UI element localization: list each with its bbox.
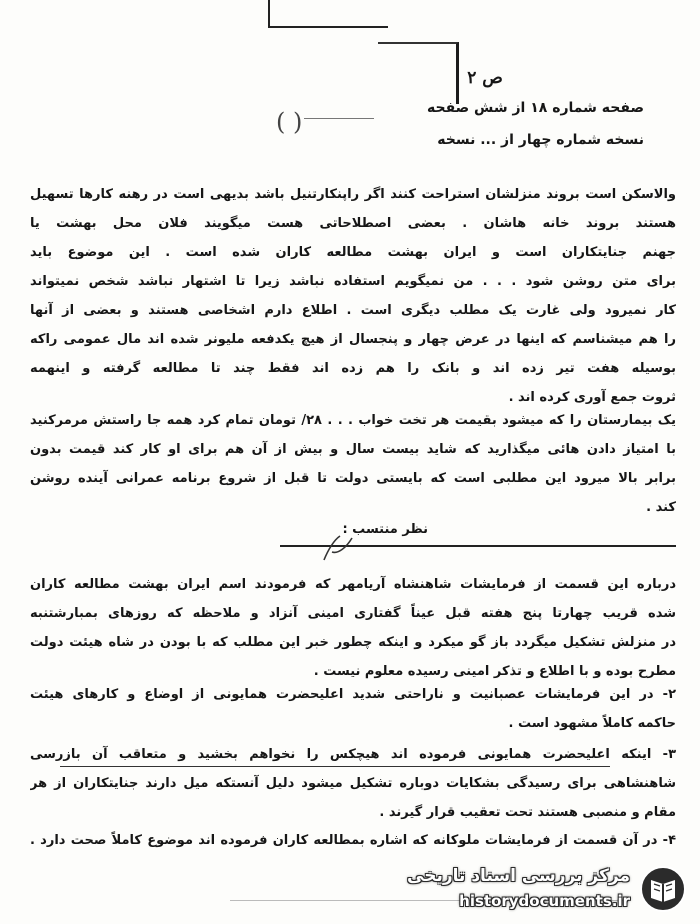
seal-box-mark: [378, 42, 459, 104]
text-line: ۳- اینکه اعلیحضرت همایونی فرموده اند هیچکس را نخواهم بخشید و متعاقب آن بازرسی: [30, 747, 676, 762]
text-line: بوسیله هفت تیر زده اند و بانک را هم زده اند فقط چند تا مطالعه گرفته و اینهمه: [30, 361, 676, 376]
text-line: را هم میشناسم که اینها در عرض چهار و پنجسال از هیچ یکدفعه ملیونر شده اند مال عمومی راکه: [30, 332, 676, 347]
paragraph-4: [30, 680, 676, 738]
handwritten-mark: [318, 530, 358, 566]
text-line: مطرح بوده و با اطلاع و تذکر امینی رسیده معلوم نیست .: [313, 664, 676, 679]
text-line: کند .: [646, 500, 676, 515]
text-line: شاهنشاهی برای رسیدگی بشکایات دوباره تشکیل میشود دلیل آنستکه میل دارند جنایتکاران از هر: [30, 776, 676, 791]
stamp-dash-line: [304, 118, 374, 119]
paragraph-1: [30, 180, 676, 412]
text-line: جهنم جنایتکاران است و ایران بهشت مطالعه کاران شده است . این موضوع باید: [30, 245, 676, 260]
text-line: درباره این قسمت از فرمایشات شاهنشاه آریامهر که فرمودند اسم ایران بهشت مطالعه کاران: [30, 577, 676, 592]
corner-mark-vertical: [268, 0, 270, 28]
text-line: کار نمیرود ولی غارت یک مطلب دیگری است . اطلاع دارم اشخاصی هستند و بعضی از آنها: [30, 303, 676, 318]
text-line: با امتیاز دادن هائی میگذارید که شاید بیست سال و بیش از آن هم برای او کار کند قیمت بدون: [30, 442, 676, 457]
paragraph-2: [30, 406, 676, 522]
text-line: ۴- در آن قسمت از فرمایشات ملوکانه که اشاره بمطالعه کاران فرموده اند موضوع کاملاً صحت دارد .: [30, 833, 676, 848]
text-line: هستند بروند خانه هاشان . بعضی اصطلاحاتی هست میگویند فلان محل بهشت یا: [30, 216, 676, 231]
paragraph-5: [30, 740, 676, 827]
text-line: شده قریب چهارتا پنج هفته قبل عیناً گفتاری امینی آنزاد و ملاحظه که روزهای بمبارشتنبه: [30, 606, 676, 621]
paragraph-6: [30, 826, 676, 855]
stamp-parenthesis: ( ): [276, 108, 303, 136]
text-line: ثروت جمع آوری کرده اند .: [508, 390, 676, 405]
section-heading: نظر منتسب :: [342, 522, 428, 537]
text-line: برابر بالا میرود این مطلبی است که بایستی دولت تا قبل از شروع برنامه عمرانی آینده روشن: [30, 471, 676, 486]
watermark-title: مرکز بررسی اسناد تاریخی: [407, 866, 630, 886]
text-line: در منزلش تشکیل میگردد باز گو میکرد و اینکه چطور خبر این مطلب که با بودن در شاه هیئت دولت: [30, 635, 676, 650]
copy-number-line: نسخه شماره چهار از ... نسخه: [437, 132, 644, 148]
handwritten-underline: [60, 766, 610, 767]
text-line: یک بیمارستان را که میشود بقیمت هر تخت خواب . . . ۲۸/ تومان تمام کرد همه جا راستش مرمرکنید: [30, 413, 676, 428]
page-number-line: صفحه شماره ۱۸ از شش صفحه: [427, 100, 644, 116]
text-line: حاکمه کاملاً مشهود است .: [508, 716, 676, 731]
text-line: مقام و منصبی هستند تحت تعقیب قرار گیرند .: [379, 805, 676, 820]
text-line: والاسکن است بروند منزلشان استراحت کنند اگر راپنکارتنیل باشد بدیهی است در رهنه کارها تسهیل: [30, 187, 676, 202]
page-reference: ص ۲: [467, 68, 503, 88]
text-line: ۲- در این فرمایشات عصبانیت و ناراحتی شدید اعلیحضرت همایونی از اوضاع و کارهای هیئت: [30, 687, 676, 702]
text-line: برای متن روشن شود . . . من نمیگویم استفاده نباشد زیرا تا اشتهار نباشد شخص نمیتواند: [30, 274, 676, 289]
book-icon: [638, 864, 688, 914]
corner-mark-horizontal: [268, 26, 388, 28]
paragraph-3: [30, 570, 676, 686]
watermark-url: historydocuments.ir: [459, 892, 630, 910]
watermark: [407, 860, 688, 918]
